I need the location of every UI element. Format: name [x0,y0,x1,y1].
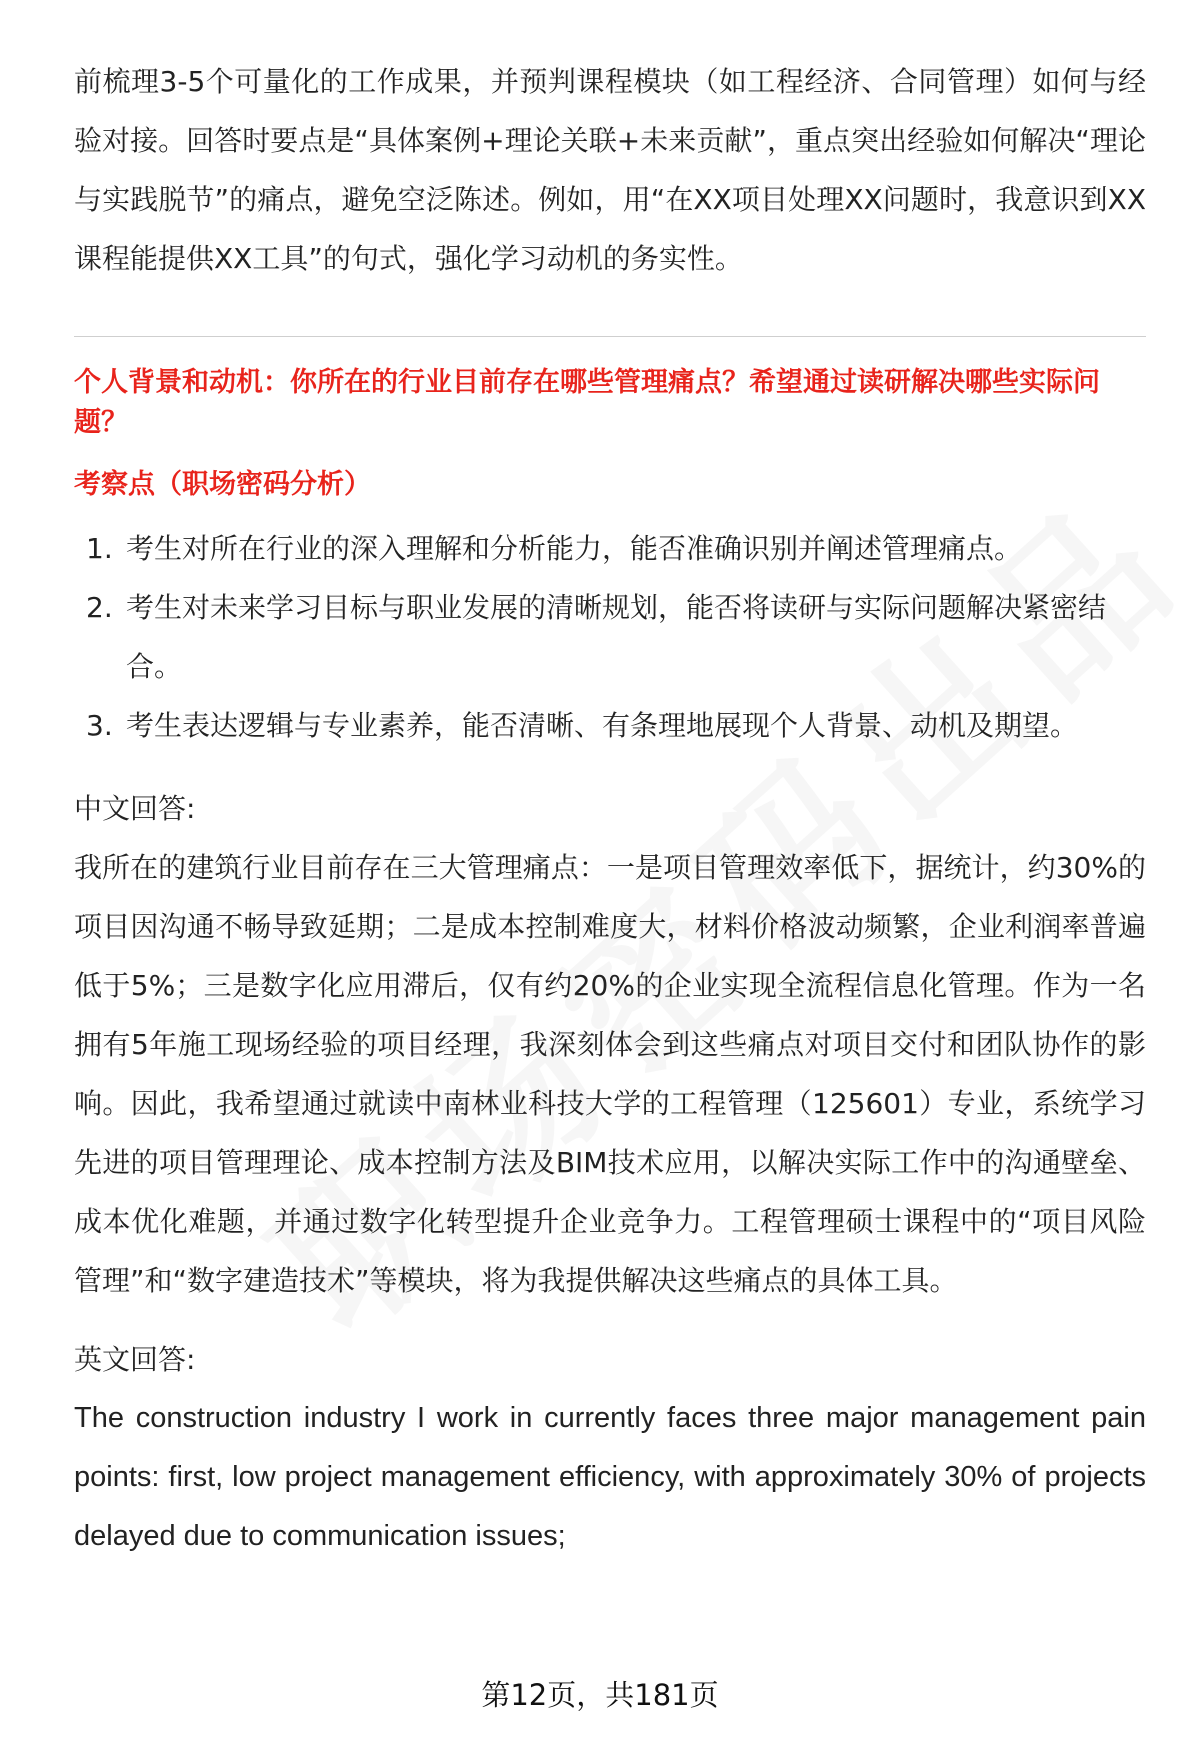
section-divider [74,336,1146,337]
page-number: 第12页，共181页 [481,1678,719,1712]
list-item-text: 考生对未来学习目标与职业发展的清晰规划，能否将读研与实际问题解决紧密结合。 [126,591,1107,683]
english-answer-text: The construction industry I work in currently faces three major management pain points: first, low project management efficiency, with approximately 30% of projects delayed due to communication issues; [74,1402,1146,1552]
list-item [74,519,1146,578]
list-item-number: 1. [86,532,113,565]
chinese-answer-text: 我所在的建筑行业目前存在三大管理痛点：一是项目管理效率低下，据统计，约30%的项目因沟通不畅导致延期；二是成本控制难度大，材料价格波动频繁，企业利润率普遍低于5%；三是数字化应用滞后，仅有约20%的企业实现全流程信息化管理。作为一名拥有5年施工现场经验的项目经理，我深刻体会到这些痛点对项目交付和团队协作的影响。因此，我希望通过就读中南林业科技大学的工程管理（125601）专业，系统学习先进的项目管理理论、成本控制方法及BIM技术应用，以解决实际工作中的沟通壁垒、成本优化难题，并通过数字化转型提升企业竞争力。工程管理硕士课程中的“项目风险管理”和“数字建造技术”等模块，将为我提供解决这些痛点的具体工具。 [74,851,1146,1297]
list-item-number: 2. [86,591,113,624]
list-item [74,696,1146,755]
exam-points-title: 考察点（职场密码分析） [74,469,371,500]
list-item-text: 考生表达逻辑与专业素养，能否清晰、有条理地展现个人背景、动机及期望。 [126,709,1079,742]
list-item-text: 考生对所在行业的深入理解和分析能力，能否准确识别并阐述管理痛点。 [126,532,1023,565]
question-heading: 个人背景和动机：你所在的行业目前存在哪些管理痛点？希望通过读研解决哪些实际问题？ [74,367,1100,438]
list-item-number: 3. [86,709,113,742]
chinese-answer-label: 中文回答: [74,792,196,825]
exam-points-list [74,519,1146,755]
document-page [74,52,1146,1566]
english-answer-label: 英文回答: [74,1343,196,1376]
intro-paragraph: 前梳理3-5个可量化的工作成果，并预判课程模块（如工程经济、合同管理）如何与经验对接。回答时要点是“具体案例+理论关联+未来贡献”，重点突出经验如何解决“理论与实践脱节”的痛点，避免空泛陈述。例如，用“在XX项目处理XX问题时，我意识到XX课程能提供XX工具”的句式，强化学习动机的务实性。 [74,65,1146,275]
list-item [74,578,1146,696]
